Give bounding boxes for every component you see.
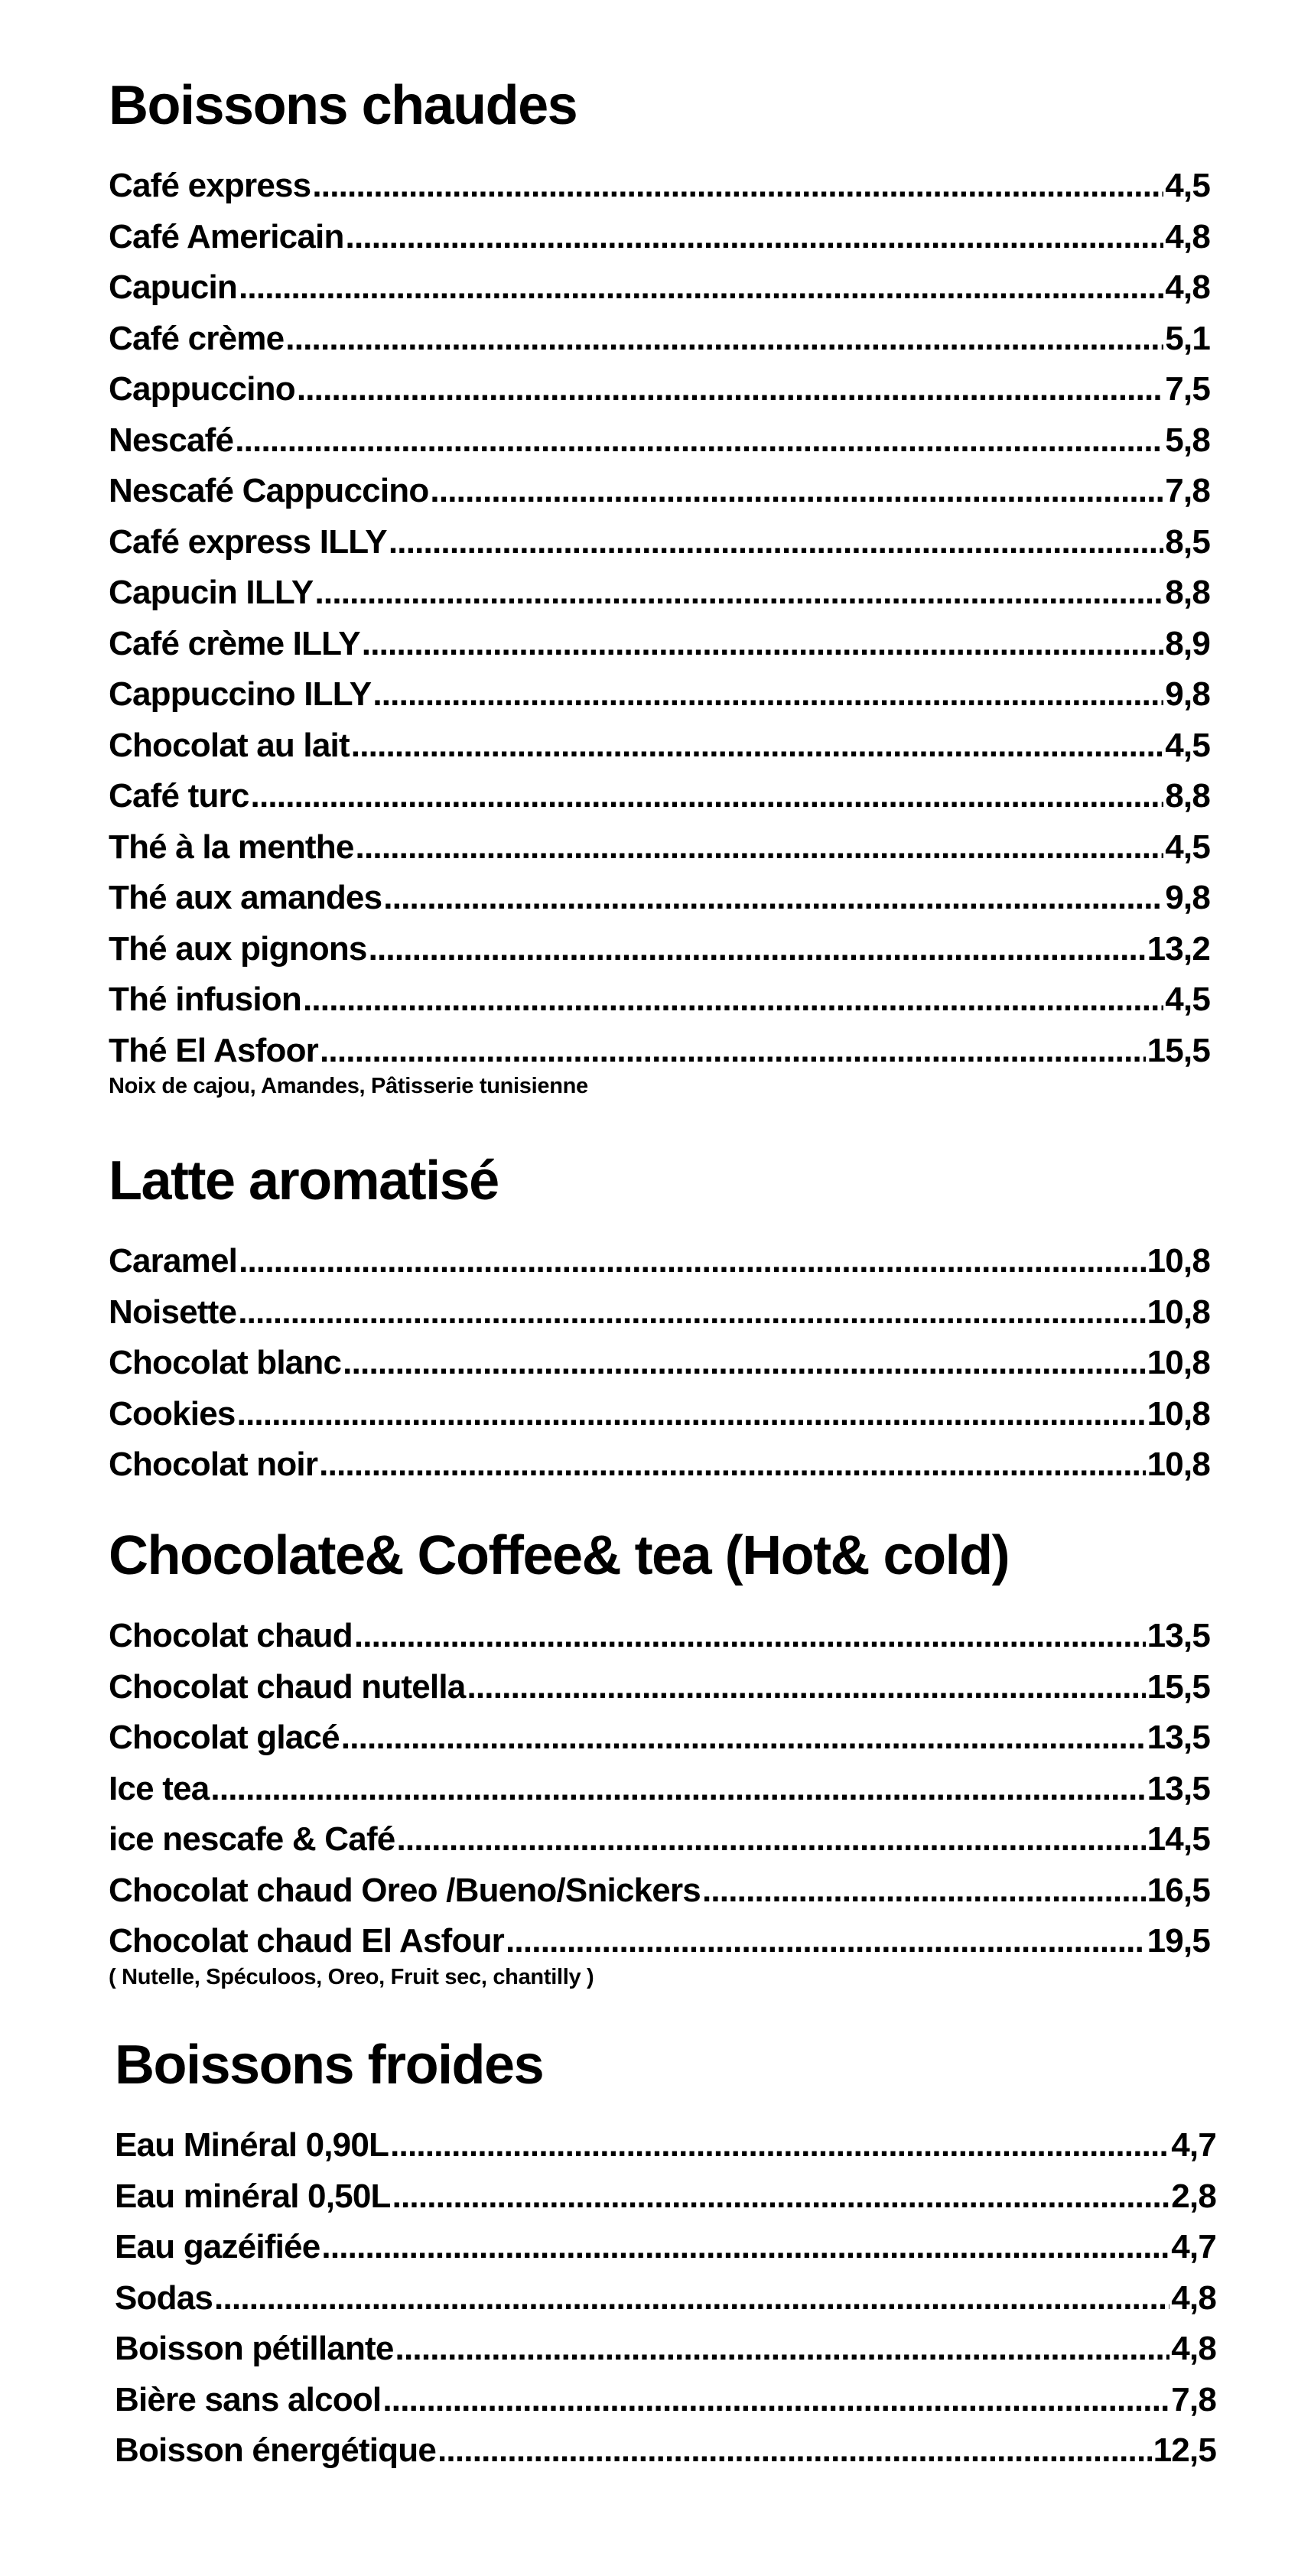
- item-name: Thé aux pignons: [109, 929, 367, 968]
- item-price: 2,8: [1171, 2177, 1216, 2215]
- menu-item: [109, 1865, 1210, 1917]
- dot-leader: [297, 364, 1163, 415]
- menu-item-row: [115, 2324, 1216, 2375]
- item-name: Boisson pétillante: [115, 2330, 394, 2367]
- item-price: 4,5: [1165, 828, 1210, 866]
- menu-item: [109, 314, 1210, 365]
- menu-item: [109, 1287, 1210, 1338]
- menu-item-row: [115, 2222, 1216, 2273]
- item-price: 13,5: [1147, 1719, 1210, 1756]
- menu-item-row: [109, 1662, 1210, 1713]
- menu-item: [109, 415, 1210, 467]
- menu-item: [109, 517, 1210, 568]
- menu-item: [109, 568, 1210, 619]
- section-hot-drinks: [109, 67, 1210, 1099]
- item-name: Cappuccino: [109, 370, 295, 408]
- menu-item-row: [109, 1814, 1210, 1865]
- menu-item-row: [109, 974, 1210, 1026]
- dot-leader: [356, 822, 1164, 873]
- item-price: 8,8: [1165, 777, 1210, 815]
- dot-leader: [438, 2425, 1152, 2476]
- item-price: 10,8: [1147, 1446, 1210, 1483]
- item-price: 15,5: [1147, 1667, 1210, 1706]
- dot-leader: [702, 1865, 1146, 1916]
- menu-item: [115, 2222, 1216, 2273]
- dot-leader: [239, 262, 1163, 313]
- menu-item: [109, 1611, 1210, 1662]
- item-name: Café turc: [109, 777, 249, 815]
- menu-item-row: [109, 415, 1210, 467]
- item-price: 4,7: [1171, 2228, 1216, 2265]
- item-name: Thé à la menthe: [109, 828, 354, 866]
- item-price: 13,5: [1147, 1617, 1210, 1654]
- menu-item: [109, 771, 1210, 822]
- item-price: 9,8: [1165, 879, 1210, 916]
- dot-leader: [346, 212, 1164, 262]
- menu-item: [109, 619, 1210, 670]
- item-price: 7,8: [1165, 472, 1210, 509]
- menu-item-row: [115, 2120, 1216, 2171]
- menu-item: [109, 1662, 1210, 1713]
- item-name: Eau gazéifiée: [115, 2228, 320, 2265]
- item-name: Chocolat chaud: [109, 1617, 353, 1654]
- dot-leader: [392, 2171, 1170, 2222]
- item-name: Noisette: [109, 1293, 237, 1331]
- item-price: 4,8: [1171, 2278, 1216, 2317]
- dot-leader: [251, 771, 1164, 821]
- item-price: 7,8: [1171, 2380, 1216, 2418]
- item-name: Capucin: [109, 268, 237, 306]
- dot-leader: [430, 466, 1163, 516]
- item-price: 10,8: [1147, 1293, 1210, 1331]
- menu-item: [109, 466, 1210, 517]
- item-price: 19,5: [1147, 1922, 1210, 1960]
- menu-item: [115, 2120, 1216, 2171]
- item-price: 4,5: [1165, 167, 1210, 204]
- section-cold-drinks: [115, 2027, 1216, 2477]
- menu-item: [109, 1236, 1210, 1287]
- item-name: Café crème: [109, 319, 285, 357]
- item-name: Chocolat blanc: [109, 1344, 342, 1381]
- dot-leader: [239, 1236, 1146, 1286]
- menu-item: [115, 2425, 1216, 2477]
- item-name: Eau minéral 0,50L: [115, 2177, 391, 2215]
- menu-item-row: [109, 669, 1210, 720]
- dot-leader: [382, 2375, 1169, 2425]
- menu-item-row: [109, 314, 1210, 365]
- dot-leader: [312, 161, 1163, 211]
- dot-leader: [319, 1439, 1145, 1490]
- menu-item: [109, 1814, 1210, 1865]
- menu-item: [109, 1764, 1210, 1815]
- menu-item-row: [109, 262, 1210, 314]
- menu-item-row: [109, 466, 1210, 517]
- menu-item-row: [109, 619, 1210, 670]
- item-price: 12,5: [1153, 2431, 1216, 2469]
- dot-leader: [214, 2273, 1169, 2324]
- menu-list: [115, 2120, 1216, 2477]
- item-name: Bière sans alcool: [115, 2380, 382, 2418]
- menu-item-row: [109, 1611, 1210, 1662]
- item-price: 14,5: [1147, 1820, 1210, 1858]
- dot-leader: [235, 415, 1163, 466]
- item-name: Caramel: [109, 1242, 238, 1280]
- dot-leader: [369, 924, 1146, 974]
- menu-item: [109, 262, 1210, 314]
- item-name: Boisson énergétique: [115, 2431, 436, 2469]
- menu-item: [109, 924, 1210, 975]
- menu-item: [109, 161, 1210, 212]
- item-name: Chocolat chaud El Asfour: [109, 1922, 504, 1960]
- menu-item-row: [109, 517, 1210, 568]
- menu-item-row: [115, 2375, 1216, 2426]
- section-flavored-latte: [109, 1143, 1210, 1491]
- dot-leader: [238, 1287, 1145, 1338]
- section-title: Boissons chaudes: [109, 75, 577, 136]
- item-price: 13,5: [1147, 1769, 1210, 1807]
- dot-leader: [354, 1611, 1146, 1661]
- item-price: 4,8: [1165, 217, 1210, 255]
- dot-leader: [395, 2324, 1170, 2374]
- item-name: Thé aux amandes: [109, 879, 382, 916]
- dot-leader: [390, 2120, 1169, 2171]
- item-price: 10,8: [1147, 1242, 1210, 1280]
- dot-leader: [351, 720, 1163, 771]
- menu-item-row: [109, 771, 1210, 822]
- menu-item-row: [109, 1338, 1210, 1389]
- menu-item-row: [109, 1764, 1210, 1815]
- dot-leader: [303, 974, 1163, 1025]
- item-name: Chocolat chaud nutella: [109, 1667, 466, 1706]
- dot-leader: [396, 1814, 1145, 1865]
- item-price: 16,5: [1147, 1871, 1210, 1909]
- item-name: Chocolat glacé: [109, 1719, 340, 1756]
- item-price: 8,5: [1165, 522, 1210, 561]
- item-name: Thé infusion: [109, 981, 301, 1018]
- item-note: ( Nutelle, Spéculoos, Oreo, Fruit sec, chantilly ): [109, 1964, 594, 1989]
- dot-leader: [383, 873, 1163, 923]
- item-name: Capucin ILLY: [109, 574, 314, 611]
- menu-list: [109, 1236, 1210, 1491]
- menu-item-row: [109, 161, 1210, 212]
- item-price: 8,9: [1165, 624, 1210, 662]
- item-name: Nescafé Cappuccino: [109, 472, 429, 509]
- dot-leader: [343, 1338, 1145, 1388]
- menu-item-row: [115, 2273, 1216, 2324]
- menu-item: [115, 2273, 1216, 2324]
- dot-leader: [320, 1026, 1146, 1076]
- menu-item: [109, 364, 1210, 415]
- menu-item-row: [109, 873, 1210, 924]
- dot-leader: [362, 619, 1163, 669]
- dot-leader: [321, 2222, 1169, 2272]
- menu-item-row: [115, 2425, 1216, 2477]
- item-price: 15,5: [1147, 1031, 1210, 1069]
- item-note: Noix de cajou, Amandes, Pâtisserie tunisienne: [109, 1074, 588, 1098]
- menu-item: [109, 1026, 1210, 1100]
- item-name: Café express: [109, 167, 311, 204]
- item-name: Chocolat au lait: [109, 726, 350, 764]
- item-price: 5,8: [1165, 421, 1210, 459]
- menu-item: [109, 212, 1210, 263]
- item-price: 4,7: [1171, 2126, 1216, 2164]
- menu-item-row: [109, 1712, 1210, 1764]
- dot-leader: [467, 1662, 1145, 1712]
- item-name: Eau Minéral 0,90L: [115, 2126, 389, 2164]
- dot-leader: [372, 669, 1163, 720]
- item-name: Chocolat noir: [109, 1446, 318, 1483]
- menu-item-row: [109, 822, 1210, 873]
- menu-item-row: [109, 1236, 1210, 1287]
- menu-item-row: [109, 1389, 1210, 1440]
- item-price: 13,2: [1147, 929, 1210, 968]
- menu-item-row: [109, 1439, 1210, 1491]
- menu-item: [115, 2171, 1216, 2223]
- menu-list: [109, 161, 1210, 1099]
- item-price: 7,5: [1165, 370, 1210, 408]
- menu-item-row: [109, 924, 1210, 975]
- menu-item-row: [109, 1287, 1210, 1338]
- item-name: Cappuccino ILLY: [109, 675, 372, 713]
- menu-item: [109, 873, 1210, 924]
- item-price: 10,8: [1147, 1394, 1210, 1433]
- item-price: 4,8: [1171, 2330, 1216, 2367]
- item-name: Café express ILLY: [109, 522, 387, 561]
- menu-item: [109, 720, 1210, 772]
- menu-item-row: [109, 1865, 1210, 1917]
- item-name: Café crème ILLY: [109, 624, 360, 662]
- dot-leader: [210, 1764, 1145, 1814]
- item-price: 4,5: [1165, 981, 1210, 1018]
- section-chocolate-coffee-tea: [109, 1517, 1210, 1990]
- item-name: Café Americain: [109, 217, 344, 255]
- item-price: 4,8: [1165, 268, 1210, 306]
- menu-item: [109, 822, 1210, 873]
- item-price: 10,8: [1147, 1344, 1210, 1381]
- dot-leader: [285, 314, 1163, 364]
- section-title: Chocolate& Coffee& tea (Hot& cold): [109, 1525, 1010, 1586]
- item-price: 4,5: [1165, 726, 1210, 764]
- menu-item-row: [109, 1916, 1210, 1967]
- menu-item: [115, 2324, 1216, 2375]
- menu-item: [115, 2375, 1216, 2426]
- menu-item: [109, 1916, 1210, 1990]
- item-price: 9,8: [1165, 675, 1210, 713]
- section-title: Boissons froides: [115, 2034, 544, 2096]
- menu-item-row: [115, 2171, 1216, 2223]
- dot-leader: [237, 1389, 1146, 1439]
- item-name: Cookies: [109, 1394, 236, 1433]
- menu-item: [109, 974, 1210, 1026]
- item-name: Thé El Asfoor: [109, 1031, 318, 1069]
- menu-item: [109, 1338, 1210, 1389]
- menu-item-row: [109, 568, 1210, 619]
- menu-list: [109, 1611, 1210, 1990]
- menu-item-row: [109, 1026, 1210, 1077]
- menu-item-row: [109, 720, 1210, 772]
- menu-item: [109, 1439, 1210, 1491]
- item-name: Ice tea: [109, 1769, 210, 1807]
- menu-item: [109, 1712, 1210, 1764]
- item-name: Sodas: [115, 2278, 213, 2317]
- dot-leader: [341, 1712, 1146, 1763]
- dot-leader: [506, 1916, 1146, 1966]
- menu-item-row: [109, 364, 1210, 415]
- item-name: Chocolat chaud Oreo /Bueno/Snickers: [109, 1871, 701, 1909]
- item-name: ice nescafe & Café: [109, 1820, 395, 1858]
- menu-item-row: [109, 212, 1210, 263]
- item-price: 5,1: [1165, 319, 1210, 357]
- section-title: Latte aromatisé: [109, 1150, 499, 1212]
- item-price: 8,8: [1165, 574, 1210, 611]
- menu-item: [109, 669, 1210, 720]
- dot-leader: [314, 568, 1163, 618]
- item-name: Nescafé: [109, 421, 234, 459]
- menu-item: [109, 1389, 1210, 1440]
- dot-leader: [389, 517, 1163, 568]
